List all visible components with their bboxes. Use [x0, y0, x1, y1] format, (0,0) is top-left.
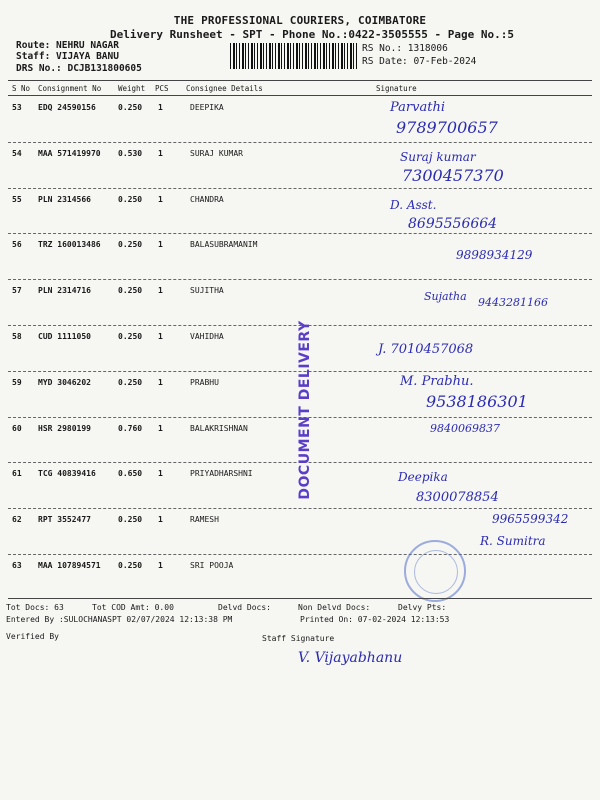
- signature-text: 9538186301: [426, 392, 528, 411]
- signature-text: D. Asst.: [390, 198, 437, 212]
- rubber-seal: [404, 540, 466, 602]
- signature-text: 9840069837: [430, 422, 500, 435]
- row-sno: 54: [12, 148, 22, 158]
- row-consignee: SRI POOJA: [190, 561, 234, 570]
- signature-text: 9965599342: [492, 512, 569, 526]
- runsheet-subtitle: Delivery Runsheet - SPT - Phone No.:0422-3505555 - Page No.:5: [110, 28, 514, 41]
- row-pcs: 1: [158, 469, 163, 479]
- printed-on: Printed On: 07-02-2024 12:13:53: [300, 615, 450, 624]
- row-pcs: 1: [158, 561, 163, 570]
- total-docs: Tot Docs: 63: [6, 603, 64, 612]
- row-separator: [8, 142, 592, 143]
- row-pcs: 1: [158, 286, 163, 296]
- col-weight: Weight: [118, 84, 146, 93]
- signature-text: Suraj kumar: [400, 150, 476, 164]
- staff-signature: V. Vijayabhanu: [298, 650, 403, 666]
- row-consignment-no: RPT 3552477: [38, 515, 91, 525]
- row-sno: 55: [12, 194, 22, 204]
- signature-text: 8300078854: [416, 490, 499, 505]
- staff-label: Staff: VIJAYA BANU: [16, 51, 119, 62]
- row-sno: 53: [12, 103, 22, 112]
- row-weight: 0.250: [118, 240, 143, 250]
- row-consignment-no: TRZ 160013486: [38, 240, 101, 250]
- col-sno: S No: [12, 84, 31, 93]
- row-weight: 0.250: [118, 332, 143, 341]
- row-sno: 56: [12, 240, 22, 250]
- row-consignment-no: CUD 1111050: [38, 332, 91, 341]
- col-consignee: Consignee Details: [186, 84, 263, 93]
- rs-number: RS No.: 1318006: [362, 43, 448, 54]
- row-consignee: VAHIDHA: [190, 332, 224, 341]
- signature-text: 7300457370: [402, 166, 504, 185]
- row-consignment-no: EDQ 24590156: [38, 103, 96, 112]
- row-separator: [8, 188, 592, 189]
- row-consignment-no: TCG 40839416: [38, 469, 96, 479]
- row-consignee: BALASUBRAMANIM: [190, 240, 258, 250]
- row-consignment-no: HSR 2980199: [38, 423, 91, 433]
- footer-rule: [8, 598, 592, 599]
- row-consignment-no: MAA 107894571: [38, 561, 101, 570]
- row-separator: [8, 554, 592, 555]
- signature-text: Parvathi: [390, 100, 445, 115]
- row-consignee: SURAJ KUMAR: [190, 148, 243, 158]
- stamp-text: DOCUMENT DELIVERY: [297, 320, 313, 500]
- col-pcs: PCS: [155, 84, 169, 93]
- row-weight: 0.760: [118, 423, 143, 433]
- row-weight: 0.250: [118, 377, 143, 387]
- row-pcs: 1: [158, 194, 163, 204]
- verified-by-label: Verified By: [6, 632, 59, 641]
- signature-text: 9898934129: [456, 248, 533, 262]
- row-separator: [8, 233, 592, 234]
- row-consignment-no: PLN 2314566: [38, 194, 91, 204]
- signature-text: 8695556664: [408, 216, 498, 232]
- signature-text: M. Prabhu.: [400, 374, 474, 389]
- col-signature: Signature: [376, 84, 417, 93]
- signature-text: Sujatha: [424, 290, 467, 303]
- row-consignee: CHANDRA: [190, 194, 224, 204]
- row-consignee: RAMESH: [190, 515, 219, 525]
- document-delivery-stamp: [290, 320, 320, 500]
- header-bottom-rule: [8, 95, 592, 96]
- row-pcs: 1: [158, 240, 163, 250]
- row-pcs: 1: [158, 423, 163, 433]
- row-pcs: 1: [158, 377, 163, 387]
- drs-number: DRS No.: DCJB131800605: [16, 63, 142, 74]
- row-sno: 57: [12, 286, 22, 296]
- delivered-docs: Delvd Docs:: [218, 603, 271, 612]
- row-separator: [8, 279, 592, 280]
- row-separator: [8, 508, 592, 509]
- row-weight: 0.530: [118, 148, 143, 158]
- col-consignment: Consignment No: [38, 84, 102, 93]
- row-weight: 0.250: [118, 515, 143, 525]
- row-sno: 59: [12, 377, 22, 387]
- barcode: [230, 43, 358, 69]
- row-pcs: 1: [158, 332, 163, 341]
- row-sno: 58: [12, 332, 22, 341]
- row-sno: 60: [12, 423, 22, 433]
- row-consignee: DEEPIKA: [190, 103, 224, 112]
- row-sno: 62: [12, 515, 22, 525]
- non-delivered-docs: Non Delvd Docs:: [298, 603, 371, 612]
- header-top-rule: [8, 80, 592, 81]
- signature-text: 9789700657: [396, 118, 498, 137]
- signature-text: J. 7010457068: [378, 342, 474, 357]
- total-cod-amount: Tot COD Amt: 0.00: [92, 603, 174, 612]
- delivery-points: Delvy Pts:: [398, 603, 447, 612]
- row-pcs: 1: [158, 103, 163, 112]
- row-weight: 0.250: [118, 561, 143, 570]
- staff-signature-label: Staff Signature: [262, 634, 335, 643]
- signature-text: R. Sumitra: [480, 534, 546, 548]
- row-consignee: PRIYADHARSHNI: [190, 469, 253, 479]
- row-pcs: 1: [158, 515, 163, 525]
- company-title: THE PROFESSIONAL COURIERS, COIMBATORE: [173, 14, 427, 27]
- rs-date: RS Date: 07-Feb-2024: [362, 56, 477, 67]
- row-weight: 0.650: [118, 469, 143, 479]
- row-consignment-no: PLN 2314716: [38, 286, 91, 296]
- row-consignment-no: MYD 3046202: [38, 377, 91, 387]
- signature-text: 9443281166: [478, 296, 548, 309]
- row-weight: 0.250: [118, 194, 143, 204]
- row-consignment-no: MAA 571419970: [38, 148, 101, 158]
- row-weight: 0.250: [118, 103, 143, 112]
- row-weight: 0.250: [118, 286, 143, 296]
- row-sno: 61: [12, 469, 22, 479]
- row-consignee: BALAKRISHNAN: [190, 423, 248, 433]
- signature-text: Deepika: [398, 470, 448, 484]
- row-pcs: 1: [158, 148, 163, 158]
- row-consignee: SUJITHA: [190, 286, 224, 296]
- row-consignee: PRABHU: [190, 377, 219, 387]
- route-label: Route: NEHRU NAGAR: [16, 40, 119, 51]
- row-sno: 63: [12, 561, 22, 570]
- entered-by: Entered By :SULOCHANASPT 02/07/2024 12:13:38 PM: [6, 615, 233, 624]
